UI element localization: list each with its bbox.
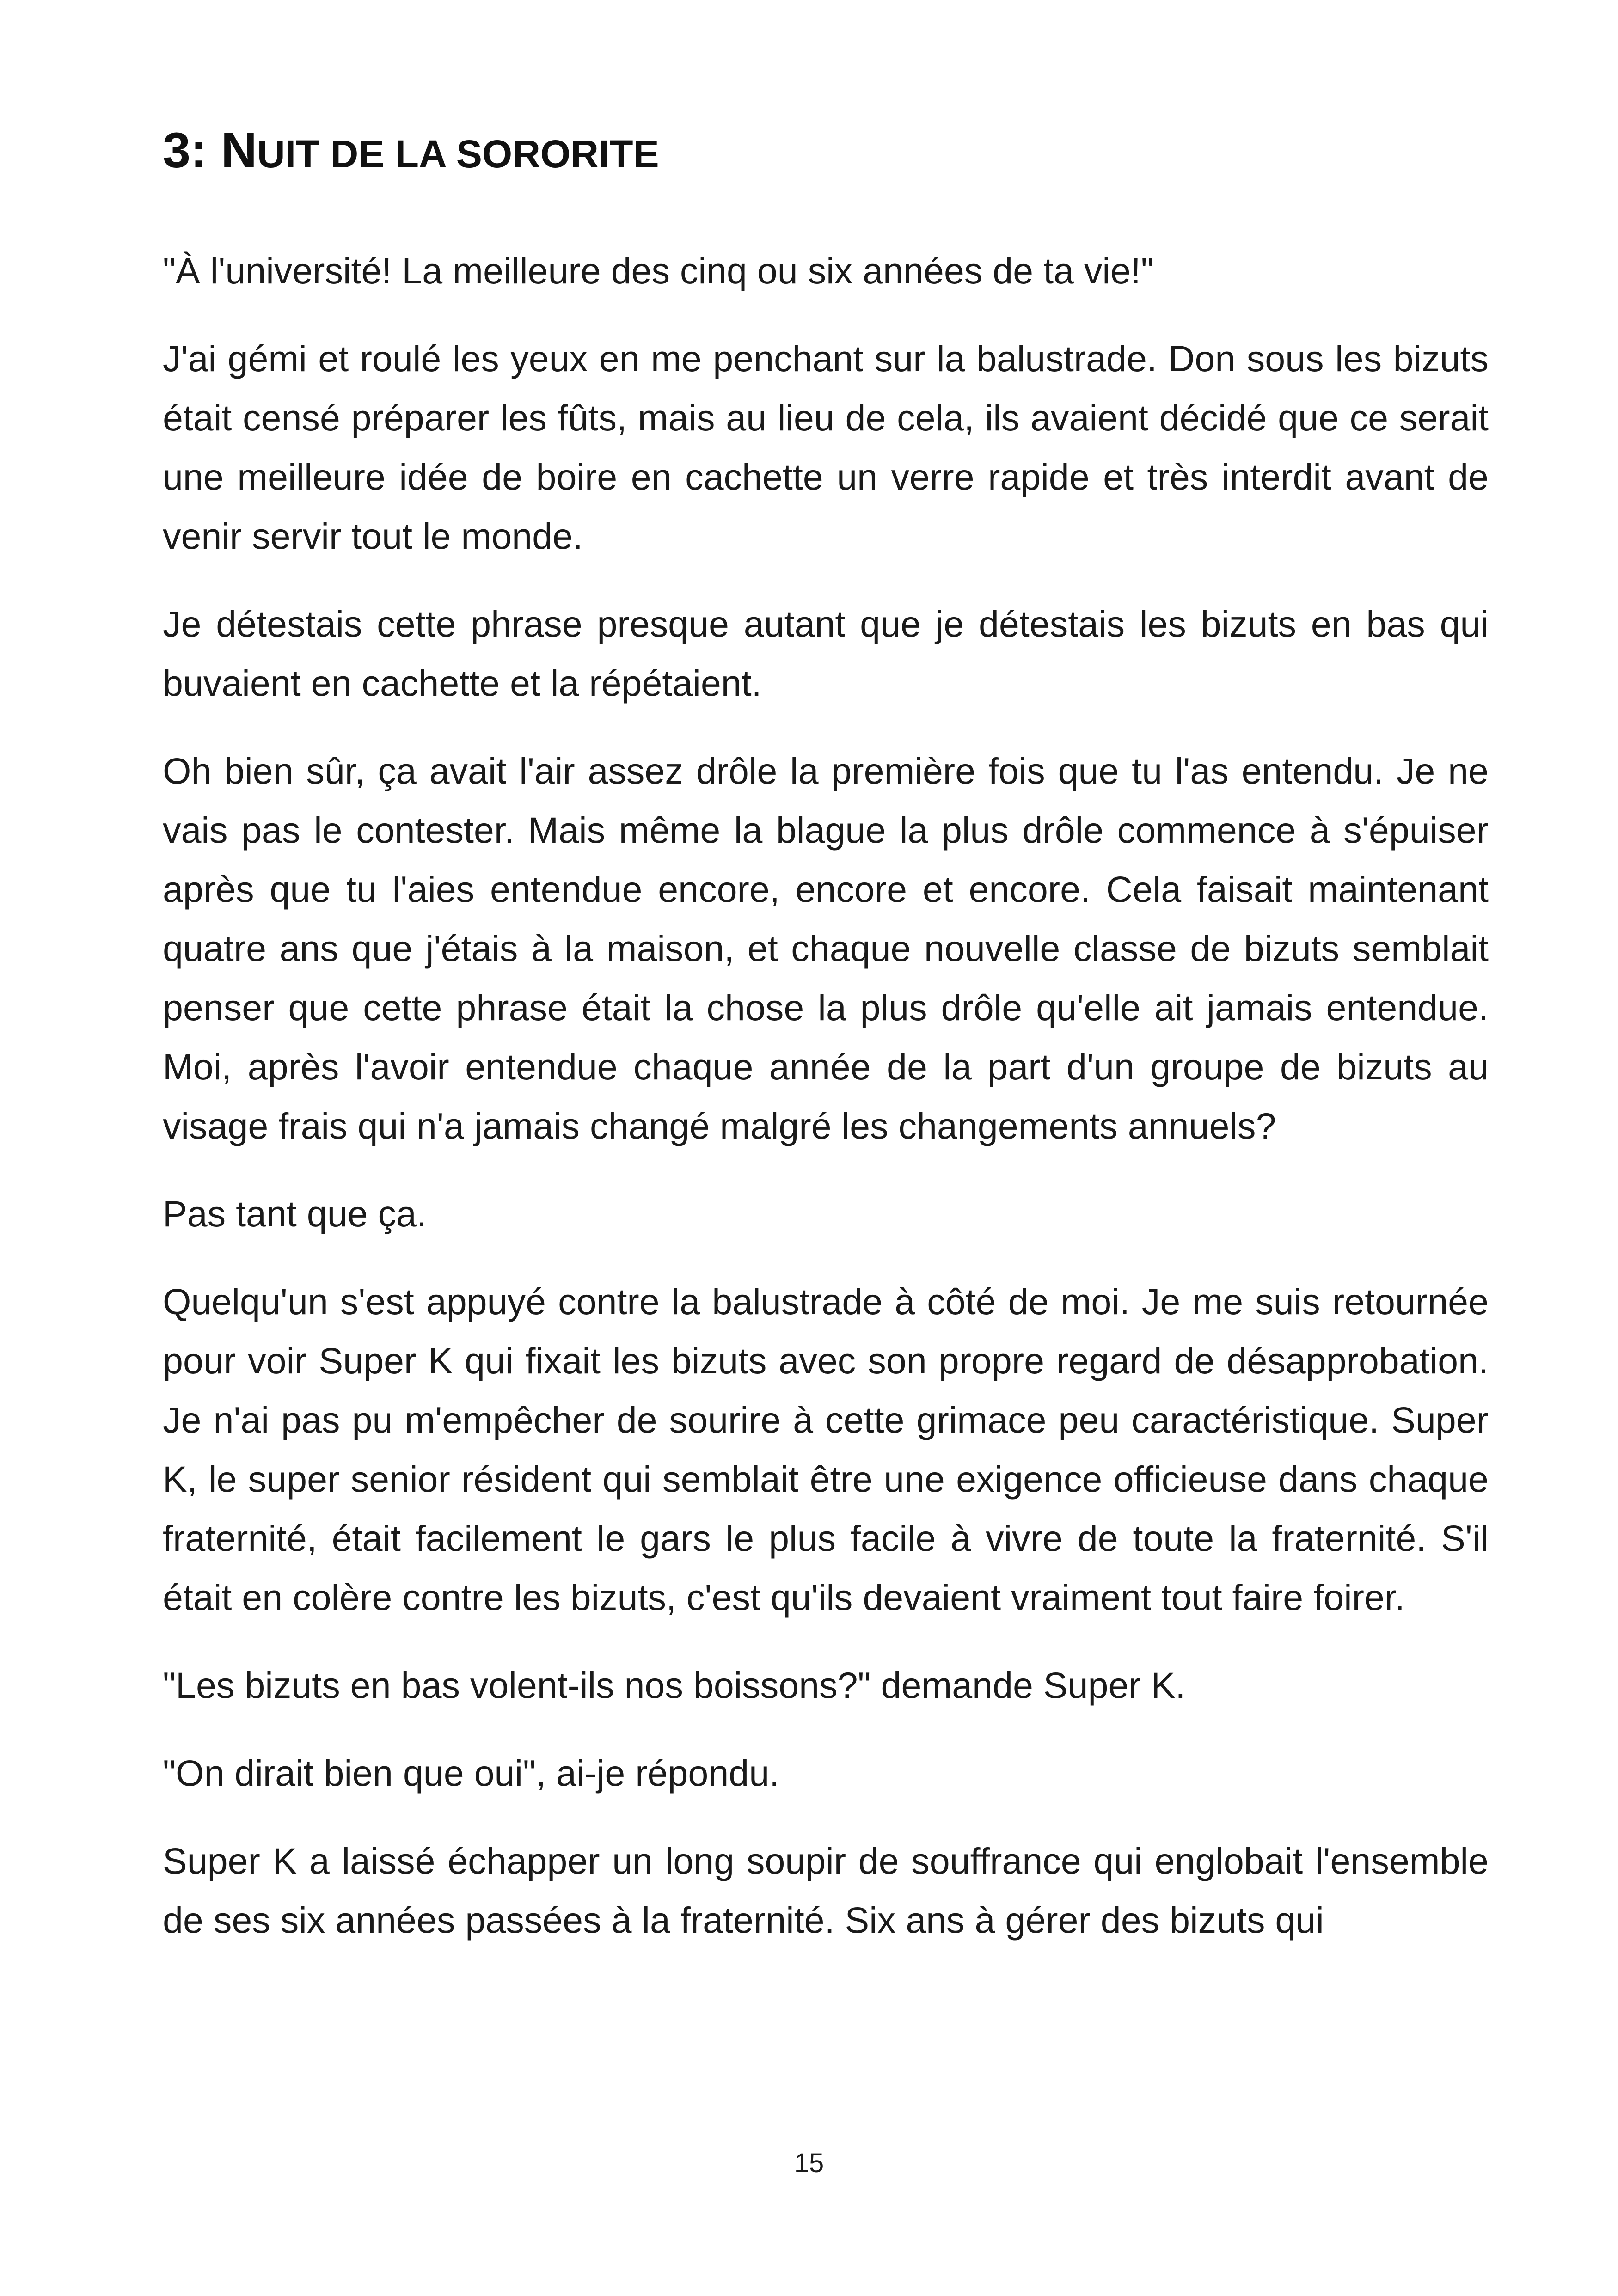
paragraph: J'ai gémi et roulé les yeux en me penchant sur la balustrade. Don sous les bizuts était censé préparer les fûts, mais au lieu de cela, ils avaient décidé que ce serait une meilleure idée de boire en cachette un verre rapide et très interdit avant de venir servir tout le monde. [163, 338, 1489, 557]
paragraph: Super K a laissé échapper un long soupir de souffrance qui englobait l'ensemble de ses six années passées à la fraternité. Six ans à gérer des bizuts qui [163, 1840, 1489, 1941]
paragraph: Je détestais cette phrase presque autant que je détestais les bizuts en bas qui buvaient en cachette et la répétaient. [163, 603, 1489, 704]
paragraph: Oh bien sûr, ça avait l'air assez drôle la première fois que tu l'as entendu. Je ne vais pas le contester. Mais même la blague la plus drôle commence à s'épuiser après que tu l'aies entendue encore, encore et encore. Cela faisait maintenant quatre ans que j'étais à la maison, et chaque nouvelle classe de bizuts semblait penser que cette phrase était la chose la plus drôle qu'elle ait jamais entendue. Moi, après l'avoir entendue chaque année de la part d'un groupe de bizuts au visage frais qui n'a jamais changé malgré les changements annuels? [163, 750, 1489, 1146]
chapter-title-rest: UIT DE LA SORORITE [257, 132, 659, 176]
paragraph: Quelqu'un s'est appuyé contre la balustrade à côté de moi. Je me suis retournée pour voir Super K qui fixait les bizuts avec son propre regard de désapprobation. Je n'ai pas pu m'empêcher de sourire à cette grimace peu caractéristique. Super K, le super senior résident qui semblait être une exigence officieuse dans chaque fraternité, était facilement le gars le plus facile à vivre de toute la fraternité. S'il était en colère contre les bizuts, c'est qu'ils devaient vraiment tout faire foirer. [163, 1281, 1489, 1618]
paragraph: "Les bizuts en bas volent-ils nos boissons?" demande Super K. [163, 1665, 1186, 1706]
chapter-title-prefix: 3: N [163, 122, 257, 178]
body-text [163, 241, 1489, 1978]
paragraph: "À l'université! La meilleure des cinq ou six années de ta vie!" [163, 250, 1154, 291]
chapter-title [163, 116, 659, 189]
paragraph: "On dirait bien que oui", ai-je répondu. [163, 1752, 780, 1794]
page-number: 15 [794, 2148, 824, 2178]
paragraph: Pas tant que ça. [163, 1193, 427, 1234]
